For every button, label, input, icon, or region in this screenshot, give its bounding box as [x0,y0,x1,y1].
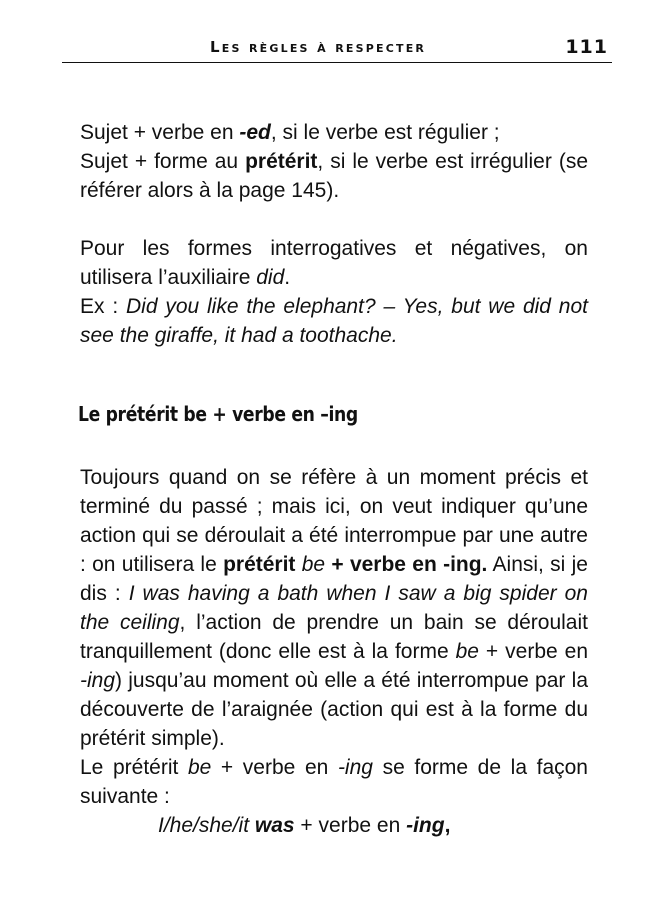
paragraph-interrogative: Pour les formes interrogatives et négatives, on utilisera l’auxiliaire did. [80,237,588,289]
term-preterit: prétérit [245,150,318,173]
suffix-ed: -ed [239,121,271,144]
rule-regular-verbs: Sujet + verbe en -ed, si le verbe est régulier ; Sujet + forme au prétérit, si le verbe est irrégulier (se référer alors à la page 145). [80,121,588,202]
section-title: Le prétérit be + verbe en –ing [78,402,358,426]
page-body [80,118,588,840]
page-number: 111 [565,36,608,58]
formula-line: I/he/she/it was + verbe en -ing, [158,814,451,837]
running-header [62,36,612,63]
example-text: Did you like the elephant? – Yes, but we did not see the giraffe, it had a toothache. [80,295,588,347]
running-title: Les règles à respecter [210,38,427,56]
example-paragraph: Ex : Did you like the elephant? – Yes, but we did not see the giraffe, it had a toothache. [80,295,588,347]
paragraph-progressive-explanation: Toujours quand on se réfère à un moment précis et terminé du passé ; mais ici, on veut indiquer qu’une action qui se déroulait a été interrompue par une autre : on utilisera le prétérit be + verbe en -ing. Ainsi, si je dis : I was having a bath when I saw a big spider on the ceiling, l’action de prendre un bain se déroulait tranquillement (donc elle est à la forme be + verbe en -ing) jusqu’au moment où elle a été interrompue par la découverte de l’araignée (action qui est à la forme du prétérit simple). [80,466,588,750]
example-sentence: I was having a bath when I saw a big spider on the ceiling [80,582,588,634]
paragraph-formation: Le prétérit be + verbe en -ing se forme de la façon suivante : [80,756,588,808]
